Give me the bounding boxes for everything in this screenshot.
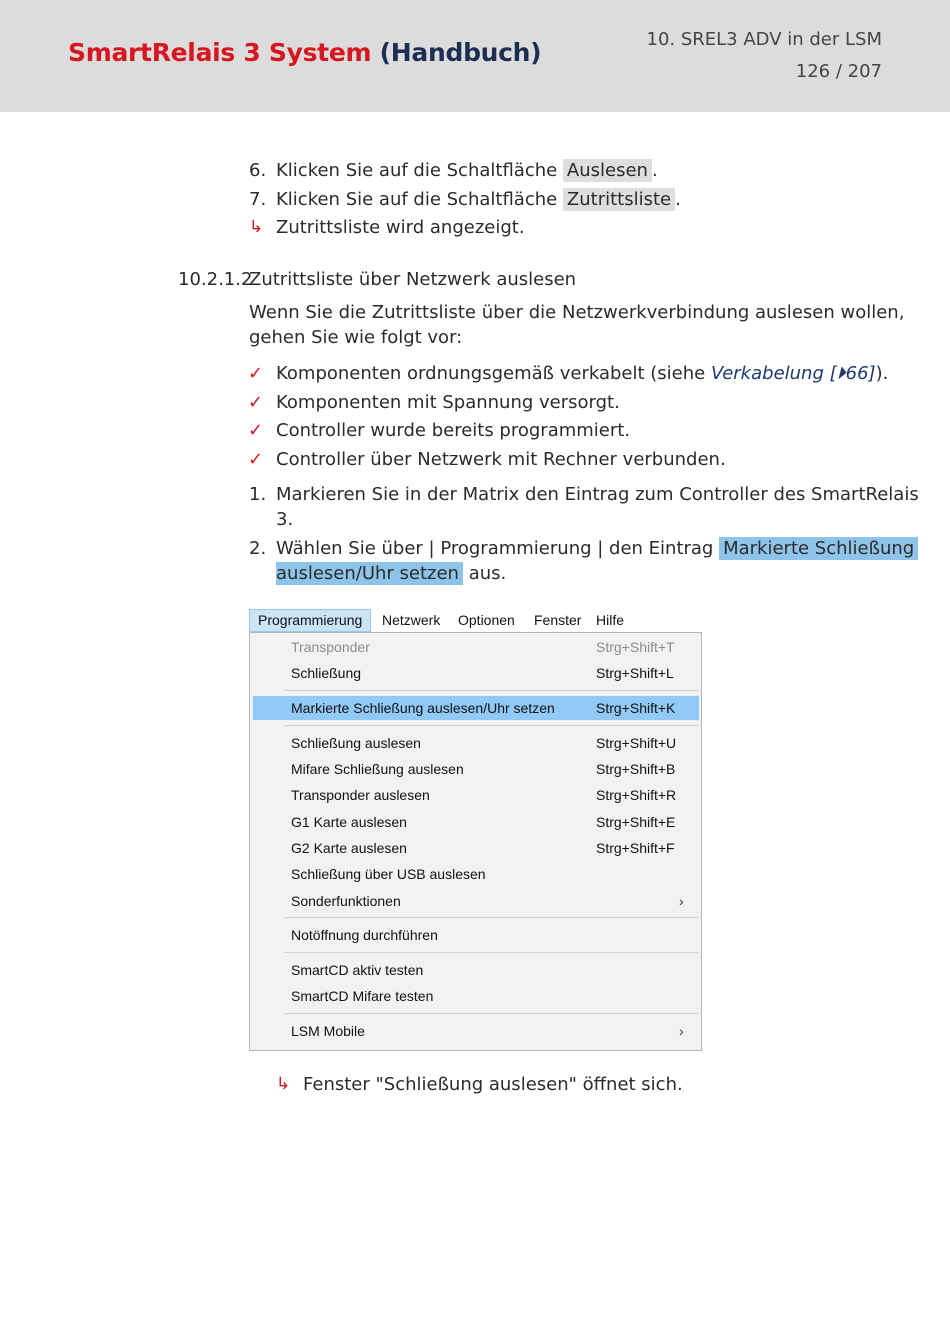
step-number: 2. (249, 538, 267, 559)
step-number: 6. (249, 160, 267, 181)
cross-reference-label[interactable]: Verkabelung [ (710, 363, 837, 384)
programmierung-dropdown (249, 632, 702, 1051)
menu-item-label: G2 Karte auslesen (291, 840, 407, 856)
step-number: 1. (249, 484, 267, 505)
menu-hilfe[interactable]: Hilfe (596, 612, 625, 628)
step-end: aus. (462, 563, 507, 584)
step-instruction: Wählen Sie über | Programmierung | den Eintrag (276, 538, 720, 559)
menu-item-label: SmartCD aktiv testen (291, 962, 424, 978)
menu-item-schliessung-auslesen[interactable] (253, 731, 699, 755)
menu-item-smartcd-mifare-testen[interactable] (253, 984, 699, 1008)
menu-item-g2-karte-auslesen[interactable] (253, 836, 699, 860)
prerequisite-item: Komponenten mit Spannung versorgt. (276, 392, 620, 413)
menu-item-shortcut: Strg+Shift+F (596, 840, 675, 856)
section-number: 10.2.1.2 (178, 269, 253, 290)
step-end: . (651, 160, 658, 181)
page-header (0, 0, 950, 112)
menu-separator (285, 917, 698, 918)
result-text: Fenster "Schließung auslesen" öffnet sich. (303, 1074, 683, 1095)
menu-item-g1-karte-auslesen[interactable] (253, 810, 699, 834)
cross-reference-page[interactable]: 66] (845, 363, 876, 384)
step-text (276, 158, 658, 183)
menu-item-smartcd-aktiv-testen[interactable] (253, 958, 699, 982)
menu-item-shortcut: Strg+Shift+U (596, 735, 677, 751)
ui-element-reference: Zutrittsliste (563, 188, 675, 211)
menu-separator (285, 725, 698, 726)
menu-item-label: Schließung auslesen (291, 735, 421, 751)
checkmark-icon: ✓ (248, 420, 264, 441)
menu-separator (285, 690, 698, 691)
ui-element-reference: Markierte Schließung (719, 537, 918, 560)
prerequisite-item: Controller über Netzwerk mit Rechner verbunden. (276, 449, 726, 470)
menu-item-transponder-auslesen[interactable] (253, 783, 699, 807)
menu-item-label: Schließung über USB auslesen (291, 866, 486, 882)
ui-element-reference: Auslesen (563, 159, 652, 182)
menu-item-notoeffnung[interactable] (253, 923, 699, 947)
menu-item-label: Markierte Schließung auslesen/Uhr setzen (291, 700, 555, 716)
menu-fenster[interactable]: Fenster (534, 612, 582, 628)
menu-optionen[interactable]: Optionen (458, 612, 515, 628)
menu-item-label: Transponder (291, 639, 370, 655)
menu-item-shortcut: Strg+Shift+L (596, 665, 674, 681)
step-instruction: Klicken Sie auf die Schaltfläche (276, 160, 563, 181)
step-end: . (675, 189, 681, 210)
menu-item-shortcut: Strg+Shift+K (596, 700, 676, 716)
menu-item-schliessung[interactable] (253, 661, 699, 685)
menu-item-label: SmartCD Mifare testen (291, 988, 434, 1004)
menu-item-shortcut: Strg+Shift+B (596, 761, 676, 777)
play-arrow-icon: ⏵ (836, 363, 846, 384)
menu-item-label: G1 Karte auslesen (291, 814, 407, 830)
step-instruction: Klicken Sie auf die Schaltfläche (276, 189, 563, 210)
step-text (276, 187, 681, 212)
menu-separator (285, 1013, 698, 1014)
page-number: 126 / 207 (795, 61, 882, 82)
step-text: 3. (276, 509, 294, 530)
document-title-type: (Handbuch) (379, 38, 542, 67)
menu-item-shortcut: Strg+Shift+R (596, 787, 677, 803)
menu-item-shortcut: Strg+Shift+T (596, 639, 675, 655)
chevron-right-icon: › (679, 893, 684, 909)
checkmark-icon: ✓ (248, 392, 264, 413)
menu-bar (249, 609, 702, 632)
document-title-product: SmartRelais 3 System (68, 38, 372, 67)
menu-item-mifare-schliessung-auslesen[interactable] (253, 757, 699, 781)
ui-element-reference: auslesen/Uhr setzen (276, 562, 463, 585)
menu-item-lsm-mobile[interactable] (253, 1019, 699, 1043)
menu-netzwerk[interactable]: Netzwerk (382, 612, 441, 628)
menu-screenshot (249, 609, 702, 1050)
step-text (276, 561, 506, 586)
cross-reference-link[interactable] (711, 363, 876, 384)
prerequisite-item (276, 361, 888, 386)
step-number: 7. (249, 189, 267, 210)
prerequisite-text: Komponenten ordnungsgemäß verkabelt (siehe (276, 363, 711, 384)
chapter-title: 10. SREL3 ADV in der LSM (646, 29, 882, 50)
result-arrow-icon: ↳ (249, 217, 264, 237)
result-arrow-icon: ↳ (276, 1074, 291, 1094)
menu-separator (285, 952, 698, 953)
menu-item-shortcut: Strg+Shift+E (596, 814, 676, 830)
menu-item-sonderfunktionen[interactable] (253, 889, 699, 913)
menu-item-label: Sonderfunktionen (291, 893, 401, 909)
menu-item-schliessung-usb-auslesen[interactable] (253, 862, 699, 886)
checkmark-icon: ✓ (248, 449, 264, 470)
step-text (276, 536, 918, 561)
document-title (68, 38, 541, 67)
section-title: Zutrittsliste über Netzwerk auslesen (249, 269, 577, 290)
result-text: Zutrittsliste wird angezeigt. (276, 217, 525, 238)
menu-item-label: Notöffnung durchführen (291, 927, 438, 943)
menu-programmierung[interactable]: Programmierung (249, 609, 371, 632)
prerequisite-item: Controller wurde bereits programmiert. (276, 420, 631, 441)
menu-item-label: Schließung (291, 665, 362, 681)
menu-item-markierte-schliessung-auslesen[interactable] (253, 696, 699, 720)
menu-item-label: LSM Mobile (291, 1023, 365, 1039)
checkmark-icon: ✓ (248, 363, 264, 384)
prerequisite-end: ). (875, 363, 889, 384)
step-text: Markieren Sie in der Matrix den Eintrag zum Controller des SmartRelais (276, 484, 919, 505)
menu-item-label: Transponder auslesen (291, 787, 430, 803)
chevron-right-icon: › (679, 1023, 684, 1039)
section-intro-line: Wenn Sie die Zutrittsliste über die Netzwerkverbindung auslesen wollen, (249, 302, 905, 323)
menu-item-label: Mifare Schließung auslesen (291, 761, 464, 777)
section-intro-line: gehen Sie wie folgt vor: (249, 327, 463, 348)
menu-item-transponder[interactable] (253, 635, 699, 659)
